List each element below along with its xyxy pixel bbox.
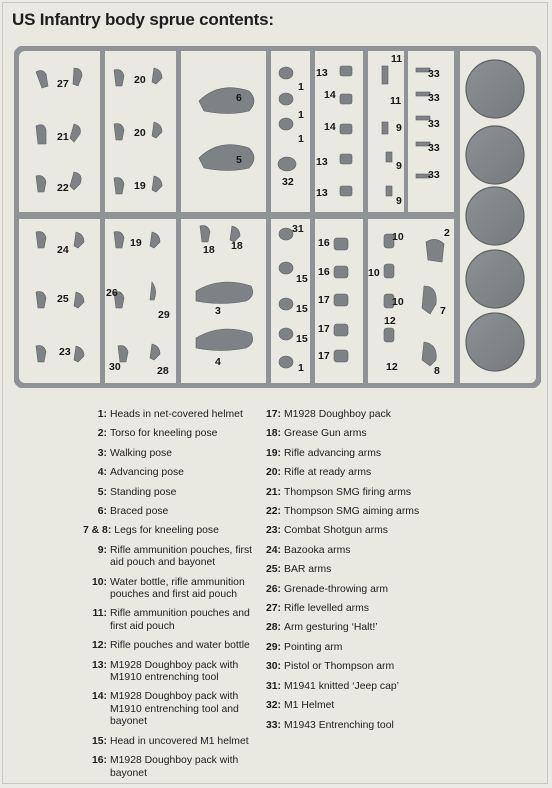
sprue-label: 17 [318, 323, 330, 335]
sprue-label: 1 [298, 81, 304, 93]
legend-left-column [83, 409, 263, 780]
legend-item: 7 & 8: Legs for kneeling pose [83, 525, 219, 537]
sprue-label: 16 [318, 266, 330, 278]
legend-right-column [266, 409, 456, 732]
sprue-label: 2 [444, 227, 450, 239]
sprue-label: 14 [324, 121, 336, 133]
sprue-label: 14 [324, 89, 336, 101]
sprue-label: 24 [57, 244, 69, 256]
sprue-label: 29 [158, 309, 170, 321]
sprue-label: 12 [386, 361, 398, 373]
legend-item: 6: Braced pose [97, 506, 169, 518]
legend-item: 23: Combat Shotgun arms [266, 525, 388, 537]
legend-item: 25: BAR arms [266, 564, 332, 576]
sprue-label: 13 [316, 67, 328, 79]
legend-item: 18: Grease Gun arms [266, 428, 367, 440]
sprue-label: 27 [57, 78, 69, 90]
sprue-label: 13 [316, 187, 328, 199]
sprue-label: 8 [434, 365, 440, 377]
sprue-label: 33 [428, 169, 440, 181]
legend-item: 28: Arm gesturing ‘Halt!’ [266, 622, 378, 634]
sprue-label: 18 [231, 240, 243, 252]
legend-item: 26: Grenade-throwing arm [266, 583, 388, 595]
sprue-label: 9 [396, 160, 402, 172]
legend-item: 12: Rifle pouches and water bottle [91, 640, 250, 652]
sprue-label: 4 [215, 356, 221, 368]
legend-item: 30: Pistol or Thompson arm [266, 661, 395, 673]
sprue-label: 16 [318, 237, 330, 249]
sprue-bases [466, 60, 524, 371]
sprue-label: 20 [134, 74, 146, 86]
legend-item: 24: Bazooka arms [266, 544, 351, 556]
sprue-label: 13 [316, 156, 328, 168]
sprue-label: 1 [298, 109, 304, 121]
sprue-label: 33 [428, 118, 440, 130]
sprue-label: 15 [296, 273, 308, 285]
sprue-label: 3 [215, 305, 221, 317]
legend-item: 31: M1941 knitted ‘Jeep cap’ [266, 680, 399, 692]
legend-item: 32: M1 Helmet [266, 700, 335, 712]
sprue-label: 10 [392, 296, 404, 308]
sprue-label: 18 [203, 244, 215, 256]
sprue-label: 1 [298, 133, 304, 145]
legend-item: 9: Rifle ammunition pouches, first aid pouch and bayonet [97, 544, 253, 569]
legend-item: 4: Advancing pose [97, 467, 184, 479]
legend-item: 16: M1928 Doughboy pack with bayonet [91, 755, 239, 779]
sprue-runner-horizontal [16, 212, 456, 219]
sprue-label: 6 [236, 92, 242, 104]
sprue-label: 19 [130, 237, 142, 249]
sprue-label: 12 [384, 315, 396, 327]
sprue-label: 11 [391, 53, 403, 65]
sprue-label: 9 [396, 122, 402, 134]
sprue-label: 15 [296, 303, 308, 315]
sprue-label: 5 [236, 154, 242, 166]
sprue-label: 10 [392, 231, 404, 243]
sprue-label: 11 [390, 95, 402, 107]
legend-item: 5: Standing pose [97, 486, 177, 498]
sprue-label: 32 [282, 176, 294, 188]
legend-item: 3: Walking pose [97, 447, 172, 459]
sprue-label: 9 [396, 195, 402, 207]
sprue-label: 25 [57, 293, 69, 305]
legend-item: 19: Rifle advancing arms [266, 447, 382, 459]
legend-item: 2: Torso for kneeling pose [97, 428, 218, 440]
sprue-image [14, 46, 541, 388]
legend-item: 11: Rifle ammunition pouches and first aid pouch [92, 608, 250, 632]
legend-item: 13: M1928 Doughboy pack with M1910 entrenching tool [91, 659, 239, 684]
sprue-label: 33 [428, 68, 440, 80]
legend-item: 14: M1928 Doughboy pack with M1910 entrenching tool and bayonet [91, 691, 239, 728]
legend-item: 15: Head in uncovered M1 helmet [91, 735, 249, 747]
sprue-label: 17 [318, 294, 330, 306]
sprue-label: 7 [440, 305, 446, 317]
sprue-label: 26 [106, 287, 118, 299]
sprue-label: 31 [292, 223, 304, 235]
sprue-label: 28 [157, 365, 169, 377]
sprue-label: 33 [428, 92, 440, 104]
legend-item: 29: Pointing arm [266, 641, 343, 653]
sprue-label: 22 [57, 182, 69, 194]
sprue-label: 20 [134, 127, 146, 139]
sprue-label: 21 [57, 131, 69, 143]
legend-item: 22: Thompson SMG aiming arms [266, 506, 420, 518]
sprue-label: 30 [109, 361, 121, 373]
sprue-label: 17 [318, 350, 330, 362]
sprue-label: 1 [298, 362, 304, 374]
sprue-label: 10 [368, 267, 380, 279]
legend-item: 17: M1928 Doughboy pack [266, 409, 391, 420]
sprue-label: 33 [428, 142, 440, 154]
legend-item: 33: M1943 Entrenching tool [266, 719, 394, 731]
legend-item: 1: Heads in net-covered helmet [97, 409, 243, 420]
page-title: US Infantry body sprue contents: [12, 10, 274, 29]
sprue-label: 15 [296, 333, 308, 345]
legend-item: 10: Water bottle, rifle ammunition pouches and first aid pouch [91, 576, 245, 601]
legend-item: 21: Thompson SMG firing arms [266, 486, 412, 498]
sprue-label: 23 [59, 346, 71, 358]
legend-item: 27: Rifle levelled arms [266, 603, 369, 615]
legend-item: 20: Rifle at ready arms [266, 467, 372, 479]
sprue-label: 19 [134, 180, 146, 192]
